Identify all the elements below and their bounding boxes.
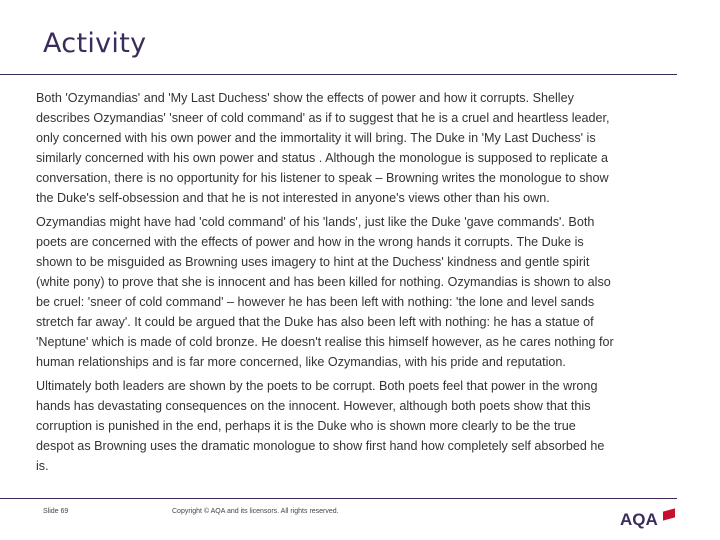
text-line: is. bbox=[36, 459, 49, 473]
copyright: Copyright © AQA and its licensors. All rights reserved. bbox=[172, 508, 339, 515]
text-line: 'Neptune' which is made of cold bronze. He doesn't realise this himself however, as he cares nothing for bbox=[36, 335, 614, 349]
text-line: Ultimately both leaders are shown by the poets to be corrupt. Both poets feel that power in the wrong bbox=[36, 379, 598, 393]
page-title: Activity bbox=[43, 28, 147, 59]
text-line: hands has devastating consequences on the innocent. However, although both poets show that this bbox=[36, 399, 591, 413]
text-line: stretch far away'. It could be argued that the Duke has also been left with nothing: he has a statue of bbox=[36, 315, 594, 329]
aqa-logo: AQA bbox=[620, 510, 658, 529]
text-line: Ozymandias might have had 'cold command' of his 'lands', just like the Duke 'gave commands'. Both bbox=[36, 215, 595, 229]
text-line: (white pony) to prove that she is innocent and has been killed for nothing. Ozymandias is shown to also bbox=[36, 275, 611, 289]
title-divider bbox=[0, 74, 677, 75]
aqa-logo-mark-icon bbox=[663, 508, 675, 520]
text-line: Both 'Ozymandias' and 'My Last Duchess' show the effects of power and how it corrupts. Shelley bbox=[36, 91, 574, 105]
text-line: corruption is punished in the end, perhaps it is the Duke who is shown more clearly to be the true bbox=[36, 419, 576, 433]
body-text bbox=[36, 88, 686, 480]
text-line: shown to be misguided as Browning uses imagery to hint at the Duchess' kindness and gentle spirit bbox=[36, 255, 590, 269]
paragraph bbox=[36, 212, 686, 372]
paragraph bbox=[36, 88, 686, 208]
paragraph bbox=[36, 376, 686, 476]
slide-number: Slide 69 bbox=[43, 508, 69, 515]
text-line: be cruel: 'sneer of cold command' – however he has been left with nothing: 'the lone and level sands bbox=[36, 295, 595, 309]
text-line: conversation, there is no opportunity for his listener to speak – Browning writes the monologue to show bbox=[36, 171, 609, 185]
footer-divider bbox=[0, 498, 677, 499]
text-line: human relationships and is far more concerned, like Ozymandias, with his pride and reputation. bbox=[36, 355, 566, 369]
text-line: similarly concerned with his own power and status . Although the monologue is supposed to replicate a bbox=[36, 151, 608, 165]
text-line: describes Ozymandias' 'sneer of cold command' as if to suggest that he is a cruel and heartless leader, bbox=[36, 111, 610, 125]
text-line: the Duke's self-obsession and that he is not interested in anyone's views other than his own. bbox=[36, 191, 550, 205]
text-line: only concerned with his own power and the immortality it will bring. The Duke in 'My Last Duchess' is bbox=[36, 131, 596, 145]
text-line: poets are concerned with the effects of power and how in the wrong hands it corrupts. The Duke is bbox=[36, 235, 584, 249]
text-line: despot as Browning uses the dramatic monologue to show first hand how completely self absorbed he bbox=[36, 439, 605, 453]
